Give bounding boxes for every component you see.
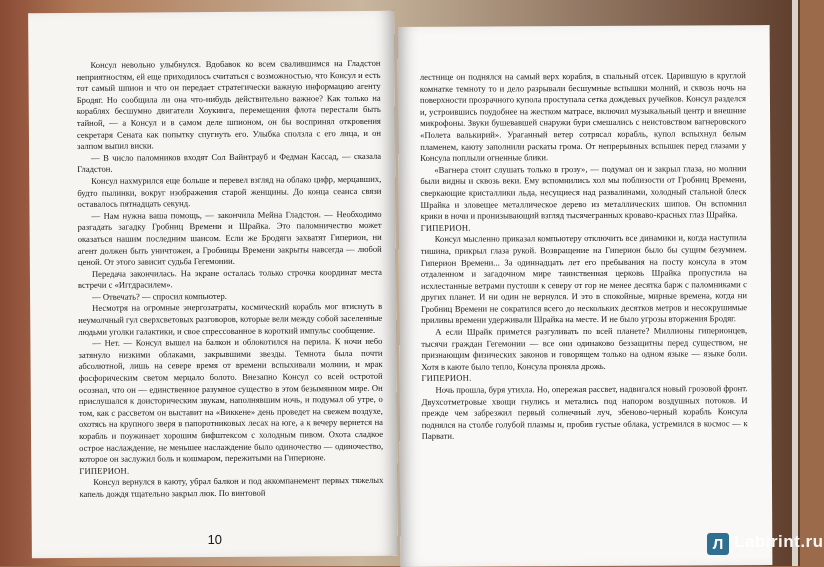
- paragraph: Консул нахмурился еще больше и перевел взгляд на облако цифр, мерцавших, будто пылинки, вокруг изображения старой женщины. До конца сеанса связи оставалось пятнадцать секунд.: [77, 173, 382, 210]
- paragraph: — Нам нужна ваша помощь, — закончила Мейна Гладстон. — Необходимо разгадать загадку Гробниц Времени и Шрайка. Это паломничество может оказаться нашим последним шансом. Если же Бродяги захватят Гиперион, ни агент должен быть уничтожен, а Гробницы Времени закрыты навсегда — любой ценой. От этого зависит судьба Гегемонии.: [77, 208, 382, 268]
- watermark: Labirint.ru: [734, 532, 824, 551]
- left-page-text: [76, 58, 383, 501]
- paragraph: «Вагнера стоит слушать только в грозу», — подумал он и закрыл глаза, но молнии были видны и сквозь веки. Ему вспомнились хол мы поблизости от Гробниц Времени, сверкающие кристаллики льда, несущиеся над развалинами, холодный стальной блеск Шрайка и зловещее металлическое дерево из металлических шипов. Он вспомнил крики в ночи и пронизывающий взгляд тысячегранных кроваво-красных глаз Шрайка.: [420, 162, 747, 221]
- page-number: 10: [207, 531, 223, 548]
- section-word: ГИПЕРИОН.: [79, 465, 130, 476]
- paragraph: А если Шрайк примется разгуливать по всей планете? Миллионы гиперионцев, тысячи граждан Гегемонии — все они одинаково беззащитны перед существом, не признающим физических законов и говорящем только на одном языке — языке боли. Хотя в каюте было тепло, Консула проняла дрожь.: [421, 325, 748, 372]
- right-page: [398, 25, 773, 567]
- paragraph: Консул вернулся в каюту, убрал балкон и под аккомпанемент первых тяжелых капель дождя тщательно закрыл люк. По винтовой: [79, 475, 384, 499]
- paragraph: лестнице он поднялся на самый верх корабля, в спальный отсек. Царившую в круглой комнатке темноту то и дело разрывали бесшумные вспышки молний, и сквозь ночь на поверхности прозрачного купола проступала сетка дождевых ручейков. Консул разделся и, устроившись поудобнее на жестком матрасе, включил музыкальный центр и внешние микрофоны. Звуки бушевавшей снаружи бури смешались с неистовством вагнеровского «Полета валькирий». Ураганный ветер сотрясал корабль, купол вспыхнул белым пламенем, каюту заполнили раскаты грома. От непрерывных вспышек перед глазами у Консула поплыли огненные блики.: [419, 70, 747, 164]
- paragraph: Консул невольно улыбнулся. Вдобавок ко всем свалившимся на Гладстон неприятностям, ей еще приходилось считаться с возможностью, что Консул и есть тот самый шпион и что он передает стратегически важную информацию агенту Бродяг. Но сообщила ли она что-нибудь действительно важное? Как только на кораблях бесшумно двигатели Хоукинга, перемещения флота перестали быть тайной, — а Консул и в самом деле шпионом, он бы воспринял откровения секретаря Сената как попытку спугнуть его. Улыбка сползла с его лица, и он залпом выпил виски.: [76, 57, 381, 152]
- page-edge-right: [792, 0, 798, 566]
- labirint-logo-icon: Л: [707, 533, 729, 555]
- paragraph: — Отвечать? — спросил компьютер.: [92, 290, 227, 302]
- section-word: ГИПЕРИОН.: [420, 222, 471, 233]
- paragraph: — Нет. — Консул вышел на балкон и облокотился на перила. К ночи небо затянуло низкими облаками, закрывшими звезды. Темнота была почти абсолютной, лишь на севере время от времени вспыхивали молнии, и мрак фосфорическим светом мерцало болото. Внезапно Консул со всей остротой осознал, что он — единственное разумное существо в этом безымянном мире. Он прислушался к доисторическим звукам, наполнявшим ночь, и подумал об утре, о том, как с рассветом он выставит на «Виккене» день проведет на свежем воздухе, охотясь на крупного зверя в папоротниковых лесах на юге, а к вечеру вернется на корабль и поужинает хорошим бифштексом с холодным пивом. Охота сладкое острое наслаждение, не меньшее наслаждение было одиночество — одиночество, которое он заслужил боль и кошмаром, пережитыми на Гиперионе.: [78, 336, 384, 465]
- paragraph: Ночь прошла, буря утихла. Но, опережая рассвет, надвигался новый грозовой фронт. Двухсотметровые хвощи гнулись и метались под напором воздушных потоков. И прежде чем забрезжил первый солнечный луч, эбеново-черный корабль Консула поднялся на столбе голубой плазмы и, пробив густые облака, устремился в космос — к Парвати.: [421, 383, 748, 442]
- paragraph: — В число паломников входят Сол Вайнтрауб и Федман Кассад, — сказала Гладстон.: [77, 150, 382, 175]
- paragraph: Передача закончилась. На экране осталась только строчка координат места встречи с «Иггдрасилем».: [77, 266, 382, 291]
- paragraph: Консул мысленно приказал компьютеру отключить все динамики и, когда наступила тишина, прикрыл глаза рукой. Возвращение на Гиперион было бы сущим безумием. Гиперион Времени... За одиннадцать лет его пребывания на посту консула в этом отдаленном и загадочном мире таинственная церковь Шрайка пропустила на исхлестанные ветрами пустоши к северу от гор не менее десятка барж с паломниками с других планет. И ни один не вернулся. И это в спокойные, мирные времена, когда ни Гробниц Времени не сократился всего до нескольких десятков метров и несокрушимые приливы времени удерживали Шрайка на месте. И не было угрозы вторжения Бродяг.: [420, 232, 748, 326]
- right-page-text: [420, 70, 748, 443]
- section-word: ГИПЕРИОН.: [421, 373, 472, 384]
- left-page: [28, 11, 398, 559]
- paragraph: Несмотря на огромные энергозатраты, космический корабль мог втиснуть в неумолчный гул сверхсветовых разговоров, которые вели между собой заселенные людьми уголки галактики, и свое спрессованное в короткий импульс сообщение.: [78, 301, 383, 337]
